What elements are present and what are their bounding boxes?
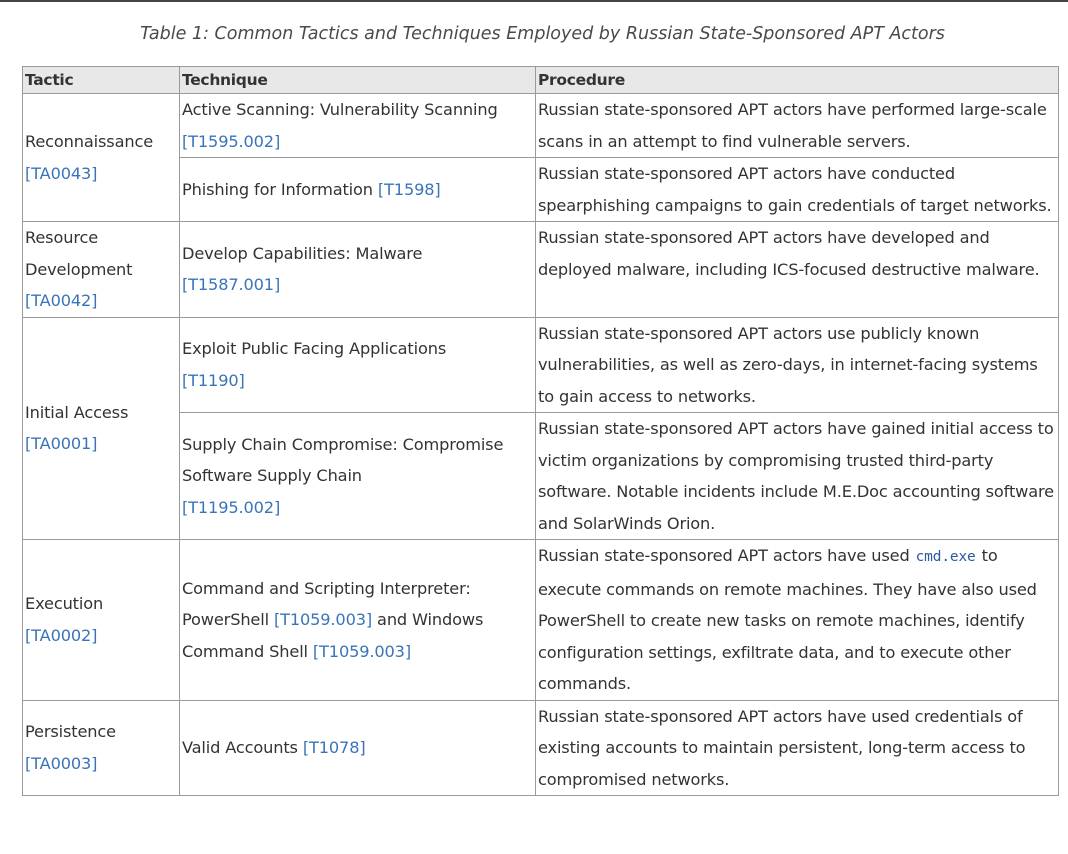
technique-cell [180, 222, 536, 318]
technique-name-continued: and Windows Command Shell [182, 610, 484, 661]
tactic-cell [23, 94, 180, 222]
header-procedure: Procedure [536, 67, 1059, 94]
procedure-cell [536, 540, 1059, 701]
table-row [23, 540, 1059, 701]
tactic-id-link[interactable]: [TA0002] [25, 625, 98, 645]
tactic-id-link[interactable]: [TA0003] [25, 753, 98, 773]
technique-name: Command and Scripting Interpreter: PowerShell [182, 578, 471, 629]
tactic-name: Reconnaissance [25, 132, 154, 151]
technique-name: Valid Accounts [182, 738, 298, 757]
table-row [23, 222, 1059, 318]
technique-name: Exploit Public Facing Applications [182, 339, 447, 359]
technique-cell [180, 540, 536, 701]
table-row [23, 700, 1059, 796]
technique-name: Phishing for Information [182, 179, 373, 199]
technique-id-link[interactable]: [T1587.001] [182, 275, 281, 295]
tactic-cell [23, 222, 180, 318]
procedure-text-continued: to execute commands on remote machines. They have also used PowerShell to create new tasks on remote machines, identify configuration settings, exfiltrate data, and to execute other commands. [538, 546, 1037, 693]
technique-cell [180, 317, 536, 413]
procedure-cell: Russian state-sponsored APT actors have performed large-scale scans in an attempt to find vulnerable servers. [536, 94, 1059, 158]
table-row [23, 94, 1059, 158]
table-container [22, 66, 1060, 830]
technique-name: Supply Chain Compromise: Compromise Software Supply Chain [182, 434, 504, 486]
technique-name: Active Scanning: Vulnerability Scanning [182, 100, 498, 119]
tactic-name: Persistence [25, 722, 116, 742]
technique-name: Develop Capabilities: Malware [182, 243, 423, 263]
header-tactic: Tactic [23, 67, 180, 94]
header-row [23, 67, 1059, 94]
technique-cell [180, 413, 536, 540]
procedure-cell: Russian state-sponsored APT actors have used credentials of existing accounts to maintain persistent, long-term access to compromised networks. [536, 700, 1059, 796]
inline-code: cmd.exe [915, 549, 976, 565]
top-rule [0, 0, 1068, 2]
procedure-cell: Russian state-sponsored APT actors have gained initial access to victim organizations by compromising trusted third-party software. Notable incidents include M.E.Doc accounting software and SolarWinds Orion. [536, 413, 1059, 540]
tactics-table [22, 66, 1059, 796]
header-technique: Technique [180, 67, 536, 94]
tactic-id-link[interactable]: [TA0042] [25, 291, 98, 310]
technique-cell [180, 94, 536, 158]
table-caption: Table 1: Common Tactics and Techniques Employed by Russian State-Sponsored APT Actors [140, 24, 945, 44]
procedure-cell: Russian state-sponsored APT actors have conducted spearphishing campaigns to gain credentials of target networks. [536, 158, 1059, 222]
procedure-text: Russian state-sponsored APT actors have used [538, 546, 910, 565]
tactic-cell [23, 317, 180, 540]
tactic-name: Initial Access [25, 402, 129, 422]
procedure-cell: Russian state-sponsored APT actors use publicly known vulnerabilities, as well as zero-days, in internet-facing systems to gain access to networks. [536, 317, 1059, 413]
technique-id-link[interactable]: [T1059.003] [273, 610, 373, 629]
technique-id-link[interactable]: [T1595.002] [182, 131, 281, 151]
tactic-cell [23, 700, 180, 796]
procedure-cell: Russian state-sponsored APT actors have developed and deployed malware, including ICS-focused destructive malware. [536, 222, 1059, 318]
technique-id-link[interactable]: [T1059.003] [312, 641, 411, 661]
technique-cell [180, 700, 536, 796]
tactic-id-link[interactable]: [TA0043] [25, 163, 98, 183]
tactic-cell [23, 540, 180, 701]
technique-cell [180, 158, 536, 222]
tactic-name: Execution [25, 594, 104, 614]
technique-id-link[interactable]: [T1195.002] [182, 497, 281, 517]
table-row [23, 317, 1059, 413]
technique-id-link[interactable]: [T1078] [302, 738, 366, 757]
tactic-id-link[interactable]: [TA0001] [25, 434, 98, 454]
technique-id-link[interactable]: [T1190] [182, 370, 245, 390]
tactic-name: Resource Development [25, 228, 133, 279]
technique-id-link[interactable]: [T1598] [377, 179, 441, 199]
